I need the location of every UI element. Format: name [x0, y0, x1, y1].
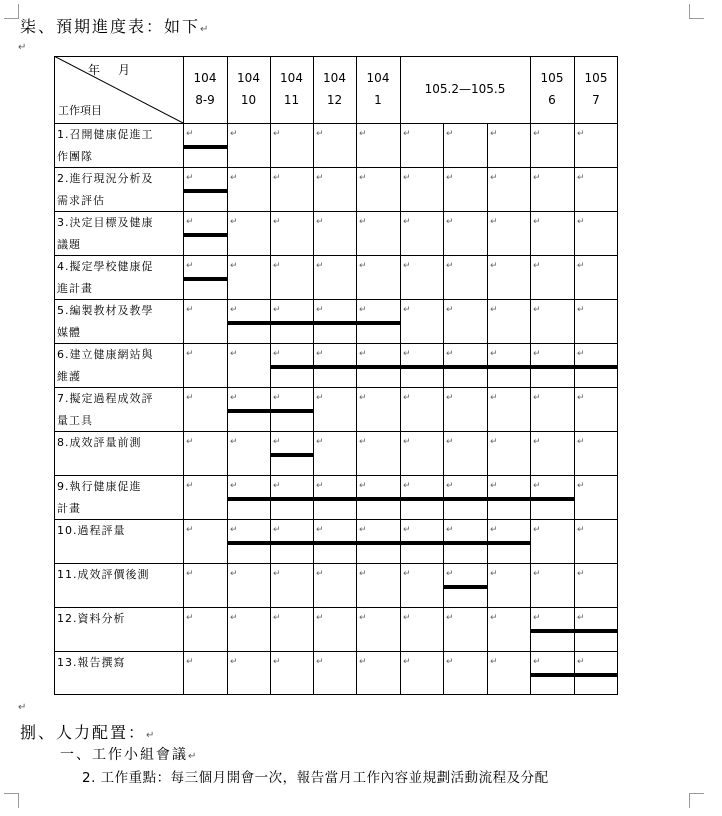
paragraph-mark-icon: ↵	[490, 349, 498, 359]
paragraph-mark-icon: ↵	[359, 657, 367, 667]
paragraph-mark-icon: ↵	[273, 393, 281, 403]
paragraph-mark-icon: ↵	[273, 349, 281, 359]
task-label-line: 11.成效評價後測	[57, 568, 150, 581]
paragraph-mark-icon: ↵	[490, 437, 498, 447]
column-header	[227, 67, 270, 111]
paragraph-mark-icon: ↵	[316, 569, 324, 579]
column-header-year: 104	[323, 71, 346, 85]
grid-column-line	[54, 56, 55, 695]
paragraph-mark-icon: ↵	[403, 349, 411, 359]
paragraph-mark-icon: ↵	[577, 613, 585, 623]
task-label	[57, 256, 154, 300]
paragraph-mark-icon: ↵	[273, 129, 281, 139]
paragraph-mark-icon: ↵	[446, 613, 454, 623]
paragraph-mark-icon: ↵	[18, 702, 27, 713]
paragraph-mark-icon: ↵	[577, 569, 585, 579]
column-header	[574, 67, 618, 111]
gantt-bar	[183, 277, 227, 281]
paragraph-mark-icon: ↵	[273, 569, 281, 579]
paragraph-mark-icon: ↵	[273, 525, 281, 535]
paragraph-mark-icon: ↵	[446, 657, 454, 667]
paragraph-mark-icon: ↵	[577, 657, 585, 667]
paragraph-mark-icon: ↵	[490, 613, 498, 623]
column-header-year: 104	[193, 71, 217, 85]
task-label	[57, 564, 150, 586]
column-header	[183, 67, 227, 111]
paragraph-mark-icon: ↵	[186, 349, 194, 359]
column-header	[270, 67, 313, 111]
paragraph-mark-icon: ↵	[446, 525, 454, 535]
paragraph-mark-icon: ↵	[359, 569, 367, 579]
grid-column-line	[400, 56, 401, 695]
page-corner-mark	[689, 4, 704, 19]
paragraph-mark-icon: ↵	[188, 751, 199, 762]
paragraph-mark-icon: ↵	[359, 393, 367, 403]
gantt-bar	[227, 497, 574, 501]
paragraph-mark-icon: ↵	[186, 525, 194, 535]
paragraph-mark-icon: ↵	[273, 613, 281, 623]
paragraph-mark-icon: ↵	[273, 437, 281, 447]
paragraph-mark-icon: ↵	[230, 173, 238, 183]
paragraph-mark-icon: ↵	[230, 217, 238, 227]
paragraph-mark-icon: ↵	[446, 569, 454, 579]
paragraph-mark-icon: ↵	[359, 305, 367, 315]
task-label	[57, 344, 154, 388]
page-corner-mark	[4, 793, 19, 808]
column-header-year: 105.2—105.5	[424, 82, 506, 96]
grid-row-line	[54, 607, 618, 608]
paragraph-mark-icon: ↵	[230, 613, 238, 623]
paragraph-mark-icon: ↵	[230, 129, 238, 139]
paragraph-mark-icon: ↵	[446, 129, 454, 139]
task-label-line: 6.建立健康網站與	[57, 348, 154, 361]
section-7-title: 柒、預期進度表：如下	[20, 17, 201, 36]
paragraph-mark-icon: ↵	[533, 261, 541, 271]
column-header-year: 104	[280, 71, 303, 85]
task-label-line: 8.成效評量前測	[57, 436, 142, 449]
paragraph-mark-icon: ↵	[316, 437, 324, 447]
paragraph-mark-icon: ↵	[316, 613, 324, 623]
task-label	[57, 652, 126, 674]
paragraph-mark-icon: ↵	[273, 657, 281, 667]
paragraph-mark-icon: ↵	[316, 525, 324, 535]
paragraph-mark-icon: ↵	[18, 42, 27, 53]
gantt-bar	[227, 321, 400, 325]
corner-item-label: 工作項目	[58, 104, 102, 117]
task-label-line: 2.進行現況分析及	[57, 172, 154, 185]
paragraph-mark-icon: ↵	[533, 129, 541, 139]
work-point-text: 2. 工作重點：每三個月開會一次，報告當月工作內容並規劃活動流程及分配	[82, 770, 549, 786]
gantt-bar	[183, 233, 227, 237]
paragraph-mark-icon: ↵	[316, 129, 324, 139]
paragraph-mark-icon: ↵	[403, 525, 411, 535]
task-label-line: 7.擬定過程成效評	[57, 392, 154, 405]
paragraph-mark-icon: ↵	[403, 437, 411, 447]
paragraph-mark-icon: ↵	[200, 24, 211, 35]
paragraph-mark-icon: ↵	[273, 481, 281, 491]
paragraph-mark-icon: ↵	[230, 569, 238, 579]
column-header-month: 11	[283, 93, 300, 107]
paragraph-mark-icon: ↵	[273, 261, 281, 271]
column-header-month: 1	[374, 93, 382, 107]
paragraph-mark-icon: ↵	[446, 217, 454, 227]
corner-month-label: 年 月	[88, 63, 134, 77]
task-label-line: 計畫	[57, 502, 81, 515]
paragraph-mark-icon: ↵	[490, 569, 498, 579]
paragraph-mark-icon: ↵	[490, 525, 498, 535]
paragraph-mark-icon: ↵	[186, 393, 194, 403]
column-header-year: 105	[584, 71, 608, 85]
paragraph-mark-icon: ↵	[533, 437, 541, 447]
task-label-line: 量工具	[57, 414, 93, 427]
paragraph-mark-icon: ↵	[359, 613, 367, 623]
paragraph-mark-icon: ↵	[230, 481, 238, 491]
paragraph-mark-icon: ↵	[186, 129, 194, 139]
paragraph-mark-icon: ↵	[316, 481, 324, 491]
paragraph-mark-icon: ↵	[577, 129, 585, 139]
paragraph-mark-icon: ↵	[146, 730, 157, 741]
subsection-title: 一、工作小組會議	[60, 747, 188, 763]
paragraph-mark-icon: ↵	[186, 657, 194, 667]
task-label-line: 5.編製教材及教學	[57, 304, 154, 317]
paragraph-mark-icon: ↵	[230, 525, 238, 535]
task-label	[57, 608, 126, 630]
paragraph-mark-icon: ↵	[533, 613, 541, 623]
paragraph-mark-icon: ↵	[577, 173, 585, 183]
grid-column-line	[313, 56, 314, 695]
task-label-line: 12.資料分析	[57, 612, 126, 625]
paragraph-mark-icon: ↵	[403, 657, 411, 667]
paragraph-mark-icon: ↵	[577, 349, 585, 359]
paragraph-mark-icon: ↵	[316, 173, 324, 183]
paragraph-mark-icon: ↵	[186, 305, 194, 315]
task-label	[57, 432, 142, 454]
paragraph-mark-icon: ↵	[186, 173, 194, 183]
section-7-heading	[20, 14, 210, 37]
task-label-line: 10.過程評量	[57, 524, 126, 537]
paragraph-mark-icon: ↵	[490, 217, 498, 227]
subsection-line	[60, 744, 198, 764]
paragraph-mark-icon: ↵	[359, 261, 367, 271]
paragraph-mark-icon: ↵	[533, 569, 541, 579]
paragraph-mark-icon: ↵	[403, 305, 411, 315]
paragraph-mark-icon: ↵	[533, 657, 541, 667]
column-header	[530, 67, 574, 111]
paragraph-mark-icon: ↵	[446, 437, 454, 447]
paragraph-mark-icon: ↵	[403, 481, 411, 491]
grid-column-line	[574, 56, 575, 695]
paragraph-mark-icon: ↵	[490, 481, 498, 491]
paragraph-mark-icon: ↵	[186, 569, 194, 579]
task-label-line: 媒體	[57, 326, 81, 339]
paragraph-mark-icon: ↵	[446, 305, 454, 315]
paragraph-mark-icon: ↵	[316, 349, 324, 359]
paragraph-mark-icon: ↵	[316, 305, 324, 315]
paragraph-mark-icon: ↵	[490, 129, 498, 139]
paragraph-mark-icon: ↵	[577, 437, 585, 447]
task-label-line: 作團隊	[57, 150, 93, 163]
paragraph-mark-icon: ↵	[533, 393, 541, 403]
task-label-line: 進計畫	[57, 282, 93, 295]
column-header	[400, 78, 530, 100]
paragraph-mark-icon: ↵	[577, 481, 585, 491]
task-label-line: 議題	[57, 238, 81, 251]
gantt-bar	[183, 145, 227, 149]
work-point-line	[82, 766, 549, 786]
paragraph-mark-icon: ↵	[446, 481, 454, 491]
schedule-table	[54, 56, 618, 695]
gantt-bar	[443, 585, 487, 589]
paragraph-mark-icon: ↵	[490, 657, 498, 667]
paragraph-mark-icon: ↵	[490, 305, 498, 315]
paragraph-mark-icon: ↵	[230, 657, 238, 667]
paragraph-mark-icon: ↵	[273, 305, 281, 315]
paragraph-mark-icon: ↵	[403, 569, 411, 579]
column-header-month: 10	[240, 93, 257, 107]
grid-column-line	[487, 123, 488, 695]
paragraph-mark-icon: ↵	[446, 261, 454, 271]
task-label	[57, 300, 154, 344]
paragraph-mark-icon: ↵	[186, 217, 194, 227]
paragraph-mark-icon: ↵	[359, 349, 367, 359]
paragraph-mark-icon: ↵	[490, 173, 498, 183]
grid-column-line	[443, 123, 444, 695]
task-label-line: 維護	[57, 370, 81, 383]
page-corner-mark	[689, 793, 704, 808]
paragraph-mark-icon: ↵	[577, 305, 585, 315]
grid-column-line	[227, 56, 228, 695]
paragraph-mark-icon: ↵	[446, 173, 454, 183]
gantt-bar	[530, 629, 618, 633]
paragraph-mark-icon: ↵	[359, 217, 367, 227]
task-label	[57, 168, 154, 212]
task-label-line: 需求評估	[57, 194, 105, 207]
paragraph-mark-icon: ↵	[359, 129, 367, 139]
gantt-bar	[227, 409, 313, 413]
grid-column-line	[356, 56, 357, 695]
paragraph-mark-icon: ↵	[273, 217, 281, 227]
grid-column-line	[617, 56, 618, 695]
task-label-line: 3.決定目標及健康	[57, 216, 154, 229]
column-header-month: 7	[592, 93, 600, 107]
grid-row-line	[54, 651, 618, 652]
paragraph-mark-icon: ↵	[230, 437, 238, 447]
column-header-year: 105	[540, 71, 564, 85]
page-corner-mark	[4, 4, 19, 19]
task-label	[57, 476, 142, 520]
paragraph-mark-icon: ↵	[446, 349, 454, 359]
task-label-line: 13.報告撰寫	[57, 656, 126, 669]
column-header-month: 6	[548, 93, 556, 107]
grid-row-line	[54, 694, 618, 695]
paragraph-mark-icon: ↵	[359, 173, 367, 183]
paragraph-mark-icon: ↵	[403, 129, 411, 139]
gantt-bar	[183, 189, 227, 193]
paragraph-mark-icon: ↵	[403, 261, 411, 271]
task-label-line: 1.召開健康促進工	[57, 128, 154, 141]
task-label-line: 4.擬定學校健康促	[57, 260, 154, 273]
paragraph-mark-icon: ↵	[316, 217, 324, 227]
gantt-bar	[270, 453, 313, 457]
paragraph-mark-icon: ↵	[359, 481, 367, 491]
gantt-bar	[530, 673, 618, 677]
paragraph-mark-icon: ↵	[186, 481, 194, 491]
paragraph-mark-icon: ↵	[359, 525, 367, 535]
paragraph-mark-icon: ↵	[533, 349, 541, 359]
paragraph-mark-icon: ↵	[403, 393, 411, 403]
paragraph-mark-icon: ↵	[316, 657, 324, 667]
gantt-bar	[227, 541, 530, 545]
paragraph-mark-icon: ↵	[186, 261, 194, 271]
paragraph-mark-icon: ↵	[533, 525, 541, 535]
grid-column-line	[530, 56, 531, 695]
paragraph-mark-icon: ↵	[359, 437, 367, 447]
paragraph-mark-icon: ↵	[577, 393, 585, 403]
column-header	[313, 67, 356, 111]
paragraph-mark-icon: ↵	[577, 525, 585, 535]
paragraph-mark-icon: ↵	[230, 349, 238, 359]
paragraph-mark-icon: ↵	[490, 393, 498, 403]
task-label	[57, 520, 126, 542]
paragraph-mark-icon: ↵	[316, 393, 324, 403]
column-header-year: 104	[237, 71, 260, 85]
paragraph-mark-icon: ↵	[230, 261, 238, 271]
paragraph-mark-icon: ↵	[403, 217, 411, 227]
paragraph-mark-icon: ↵	[230, 305, 238, 315]
paragraph-mark-icon: ↵	[533, 481, 541, 491]
paragraph-mark-icon: ↵	[403, 173, 411, 183]
paragraph-mark-icon: ↵	[533, 217, 541, 227]
paragraph-mark-icon: ↵	[533, 305, 541, 315]
section-8-title: 捌、人力配置：	[20, 723, 147, 742]
grid-column-line	[183, 56, 184, 695]
column-header-month: 8-9	[195, 93, 215, 107]
gantt-bar	[270, 365, 618, 369]
task-label	[57, 388, 154, 432]
grid-column-line	[270, 56, 271, 695]
paragraph-mark-icon: ↵	[403, 613, 411, 623]
column-header-year: 104	[366, 71, 390, 85]
paragraph-mark-icon: ↵	[577, 261, 585, 271]
task-label	[57, 212, 154, 256]
paragraph-mark-icon: ↵	[230, 393, 238, 403]
paragraph-mark-icon: ↵	[446, 393, 454, 403]
paragraph-mark-icon: ↵	[186, 613, 194, 623]
task-label	[57, 124, 154, 168]
column-header	[356, 67, 400, 111]
paragraph-mark-icon: ↵	[533, 173, 541, 183]
task-label-line: 9.執行健康促進	[57, 480, 142, 493]
paragraph-mark-icon: ↵	[490, 261, 498, 271]
paragraph-mark-icon: ↵	[316, 261, 324, 271]
section-8-heading	[20, 720, 156, 743]
paragraph-mark-icon: ↵	[186, 437, 194, 447]
paragraph-mark-icon: ↵	[577, 217, 585, 227]
column-header-month: 12	[326, 93, 343, 107]
paragraph-mark-icon: ↵	[273, 173, 281, 183]
